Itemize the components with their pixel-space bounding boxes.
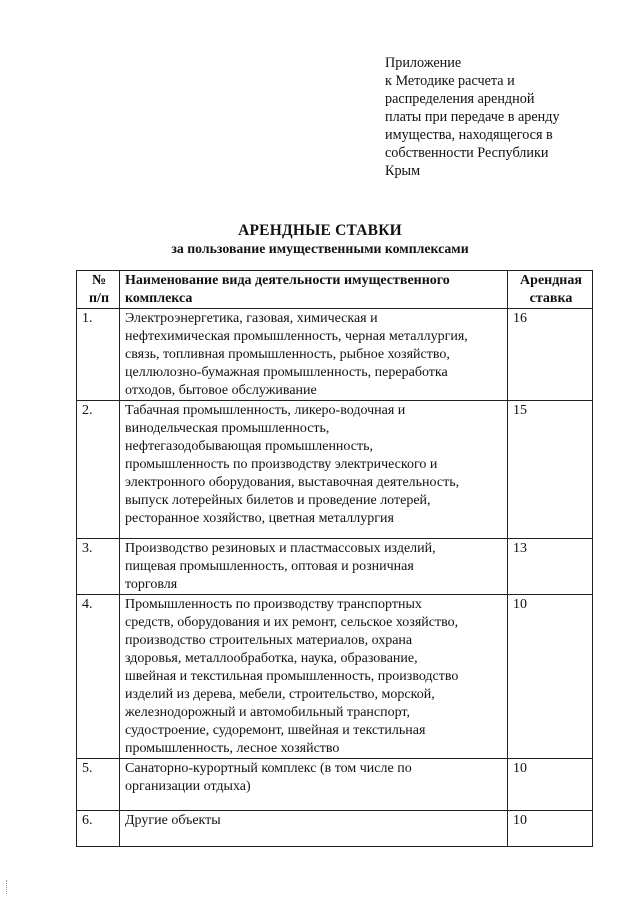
row-number: 4. (77, 595, 120, 759)
row-rate: 16 (508, 309, 593, 401)
row-number: 6. (77, 811, 120, 847)
scan-margin-mark (6, 880, 8, 894)
rates-table (76, 270, 593, 847)
row-rate: 10 (508, 595, 593, 759)
header-number: № п/п (77, 271, 120, 309)
table-row (77, 811, 593, 847)
row-activity: Табачная промышленность, ликеро-водочная и винодельческая промышленность, нефтегазодобывающая промышленность, промышленность по производству электрического и электронного оборудования, выставочная деятельность, выпуск лотерейных билетов и проведение лотерей, ресторанное хозяйство, цветная металлургия (120, 401, 508, 539)
page-title: АРЕНДНЫЕ СТАВКИ (238, 222, 402, 239)
row-number: 3. (77, 539, 120, 595)
table-row (77, 595, 593, 759)
row-activity: Электроэнергетика, газовая, химическая и нефтехимическая промышленность, черная металлургия, связь, топливная промышленность, рыбное хозяйство, целлюлозно-бумажная промышленность, переработка отходов, бытовое обслуживание (120, 309, 508, 401)
appendix-line: Крым (385, 163, 421, 179)
table-row (77, 401, 593, 539)
row-rate: 15 (508, 401, 593, 539)
row-number: 5. (77, 759, 120, 811)
page-subtitle: за пользование имущественными комплексами (171, 241, 469, 256)
row-activity: Промышленность по производству транспортных средств, оборудования и их ремонт, сельское хозяйство, производство строительных материалов, охрана здоровья, металлообработка, наука, образование, швейная и текстильная промышленность, производство изделий из дерева, мебели, строительство, морской, железнодорожный и автомобильный транспорт, судостроение, судоремонт, швейная и текстильная промышленность, лесное хозяйство (120, 595, 508, 759)
table-row (77, 539, 593, 595)
row-rate: 10 (508, 811, 593, 847)
row-activity: Другие объекты (120, 811, 508, 847)
row-activity: Производство резиновых и пластмассовых изделий, пищевая промышленность, оптовая и розничная торговля (120, 539, 508, 595)
appendix-line: распределения арендной (385, 91, 535, 107)
header-activity: Наименование вида деятельности имущественного комплекса (120, 271, 508, 309)
appendix-line: платы при передаче в аренду (385, 109, 560, 125)
header-rate: Арендная ставка (508, 271, 593, 309)
appendix-line: собственности Республики (385, 145, 549, 161)
table-row (77, 309, 593, 401)
row-rate: 10 (508, 759, 593, 811)
row-number: 2. (77, 401, 120, 539)
row-rate: 13 (508, 539, 593, 595)
appendix-line: имущества, находящегося в (385, 127, 553, 143)
appendix-line: Приложение (385, 55, 462, 71)
appendix-line: к Методике расчета и (385, 73, 515, 89)
row-activity: Санаторно-курортный комплекс (в том числе по организации отдыха) (120, 759, 508, 811)
table-header-row (77, 271, 593, 309)
appendix-note (385, 54, 590, 180)
table-row (77, 759, 593, 811)
row-number: 1. (77, 309, 120, 401)
